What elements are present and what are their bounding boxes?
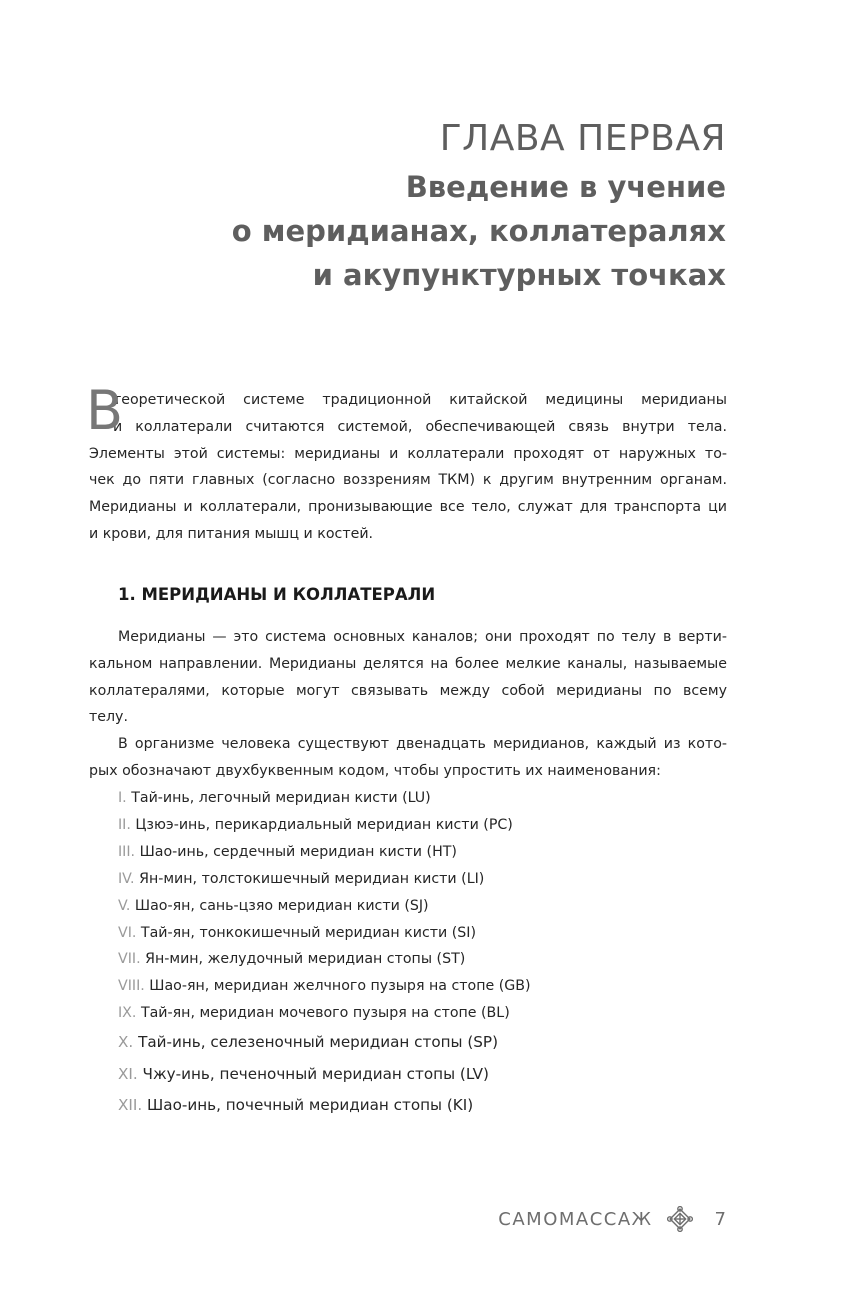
intro-line: чек до пяти главных (согласно воззрениям ТКМ) к другим внутренним органам.: [89, 472, 727, 489]
section-body: [89, 624, 727, 785]
chapter-title-line: Введение в учение: [405, 170, 726, 204]
meridian-list-item: [118, 1000, 510, 1026]
list-text: Ян-мин, толстокишечный меридиан кисти (LI): [139, 871, 485, 887]
body-line: Меридианы — это система основных каналов; они проходят по телу в верти-: [118, 629, 727, 645]
body-line: В организме человека существуют двенадцать меридианов, каждый из кото-: [118, 736, 727, 753]
meridian-list-item: [118, 839, 457, 865]
drop-cap: В: [86, 379, 124, 442]
list-text: Чжу-инь, печеночный меридиан стопы (LV): [142, 1065, 489, 1083]
list-numeral: IX.: [118, 1005, 137, 1021]
list-text: Тай-инь, селезеночный меридиан стопы (SP): [138, 1033, 499, 1051]
page-number: 7: [714, 1208, 726, 1230]
list-text: Шао-ян, меридиан желчного пузыря на стопе (GB): [149, 978, 531, 994]
endless-knot-icon: [667, 1206, 693, 1232]
meridian-list-item: [118, 920, 476, 946]
meridian-list-item: [118, 1061, 489, 1087]
chapter-title-line: о меридианах, коллатералях: [231, 214, 726, 248]
list-text: Тай-ян, меридиан мочевого пузыря на стопе (BL): [140, 1005, 510, 1021]
list-numeral: III.: [118, 844, 136, 860]
list-numeral: VI.: [118, 925, 137, 941]
intro-first-lines: [86, 379, 727, 442]
meridian-list-item: [118, 893, 429, 919]
list-numeral: XII.: [118, 1096, 143, 1114]
running-title: САМОМАССАЖ: [498, 1208, 653, 1230]
chapter-header: [232, 113, 726, 297]
intro-line: и крови, для питания мышц и костей.: [89, 525, 374, 542]
list-numeral: X.: [118, 1033, 134, 1051]
body-line: телу.: [89, 709, 128, 726]
list-text: Цзюэ-инь, перикардиальный меридиан кисти (PC): [135, 817, 513, 833]
list-text: Шао-инь, почечный меридиан стопы (KI): [147, 1096, 474, 1114]
chapter-title: [232, 165, 726, 297]
list-text: Шао-ян, сань-цзяо меридиан кисти (SJ): [134, 898, 429, 914]
meridian-list-item: [118, 973, 531, 999]
list-text: Ян-мин, желудочный меридиан стопы (ST): [145, 951, 466, 967]
meridian-list-item: [118, 946, 465, 972]
list-numeral: VII.: [118, 951, 141, 967]
meridian-list-item: [118, 785, 431, 811]
body-line: коллатералями, которые могут связывать между собой меридианы по всему: [89, 682, 727, 699]
list-numeral: II.: [118, 817, 131, 833]
list-numeral: IV.: [118, 871, 135, 887]
body-line: рых обозначают двухбуквенным кодом, чтобы упростить их наименования:: [89, 762, 661, 779]
chapter-title-line: и акупунктурных точках: [312, 258, 726, 292]
list-numeral: V.: [118, 898, 131, 914]
chapter-label: ГЛАВА ПЕРВАЯ: [439, 118, 726, 159]
meridian-list-item: [118, 1029, 498, 1055]
meridian-list-item: [118, 812, 513, 838]
intro-line: Элементы этой системы: меридианы и коллатерали проходят от наружных то-: [89, 445, 727, 462]
meridian-list-item: [118, 1092, 473, 1118]
intro-line: теоретической системе традиционной китайской медицины меридианы: [113, 392, 727, 408]
intro-line: и коллатерали считаются системой, обеспечивающей связь внутри тела.: [113, 418, 727, 435]
list-numeral: VIII.: [118, 978, 145, 994]
list-text: Тай-инь, легочный меридиан кисти (LU): [131, 790, 431, 806]
list-numeral: XI.: [118, 1065, 138, 1083]
list-text: Тай-ян, тонкокишечный меридиан кисти (SI): [140, 925, 477, 941]
list-numeral: I.: [118, 790, 127, 806]
intro-paragraph: [86, 379, 727, 548]
body-line: кальном направлении. Меридианы делятся на более мелкие каналы, называемые: [89, 655, 727, 672]
meridian-list-item: [118, 866, 484, 892]
section-heading: 1. МЕРИДИАНЫ И КОЛЛАТЕРАЛИ: [118, 585, 436, 604]
intro-line: Меридианы и коллатерали, пронизывающие все тело, служат для транспорта ци: [89, 499, 727, 516]
list-text: Шао-инь, сердечный меридиан кисти (HT): [139, 844, 457, 860]
page-footer: [498, 1204, 726, 1234]
